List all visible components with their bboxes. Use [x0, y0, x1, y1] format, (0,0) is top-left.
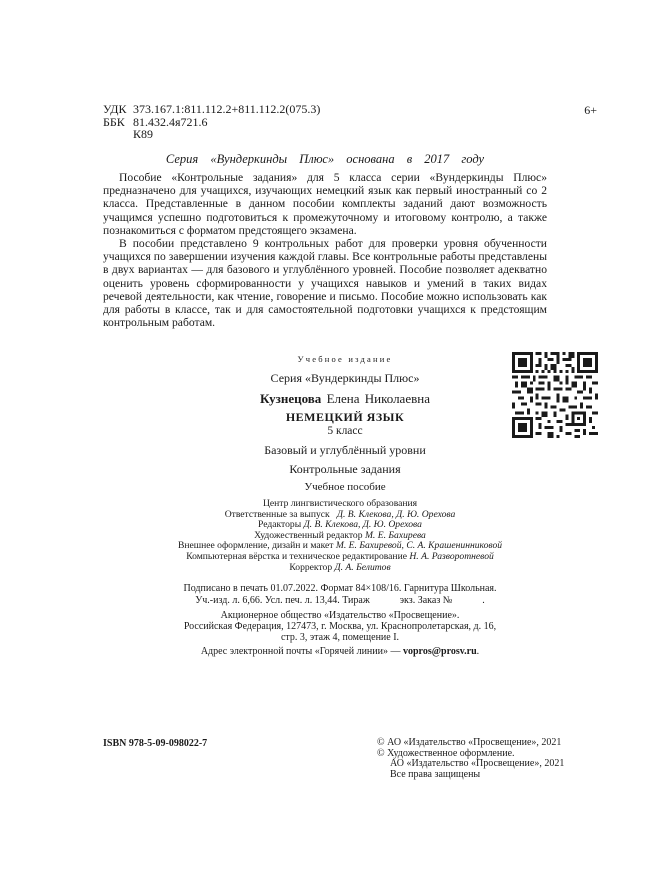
author-mark: К89 — [133, 127, 154, 141]
credit-line: Ответственные за выпуск Д. В. Клекова, Д. Ю. Орехова — [224, 508, 456, 520]
copyright-line: © Художественное оформление. — [377, 747, 515, 759]
publisher-line: Российская Федерация, 127473, г. Москва, ул. Краснопролетарская, д. 16, — [183, 621, 497, 633]
edition-type: Учебное издание — [297, 354, 393, 364]
credits — [130, 499, 550, 573]
hotline: Адрес электронной почты «Горячей линии» — vopros@prosv.ru. — [200, 646, 480, 657]
copyright-line: © АО «Издательство «Просвещение», 2021 — [377, 737, 562, 748]
credit-line: Внешнее оформление, дизайн и макет М. Е. Бахиревой, С. А. Крашенинниковой — [177, 540, 503, 552]
credit-line: Художественный редактор М. Е. Бахирева — [254, 529, 426, 541]
subject-title: НЕМЕЦКИЙ ЯЗЫК — [285, 410, 405, 424]
classification-codes — [103, 103, 320, 141]
annotation-paragraph: В пособии представлено 9 контрольных работ для проверки уровня обученности учащихся по завершении изучения каждой главы. Все контрольные работы представлены в двух вариантах — для базового и углублённого уровней. Пособие позволяет адекватно оценить уровень сформированности у учащихся навыков и умений в таких видах речевой деятельности, как чтение, говорение и письмо. Пособие можно использовать как для работы в классе, так и для самостоятельной подготовки учащихся к предстоящим контрольным работам. — [103, 237, 547, 330]
author-given-names: Елена Николаевна — [326, 391, 430, 406]
copyright-line: Все права защищены — [390, 768, 481, 780]
publisher-line: Акционерное общество «Издательство «Просвещение». — [220, 610, 460, 621]
book-title: Контрольные задания — [289, 462, 401, 476]
isbn: ISBN 978-5-09-098022-7 — [103, 738, 208, 749]
grade: 5 класс — [327, 425, 363, 437]
credit-line: Компьютерная вёрстка и техническое редактирование Н. А. Разворотневой — [186, 550, 494, 562]
publisher-line: стр. 3, этаж 4, помещение I. — [280, 632, 400, 644]
credit-line: Центр лингвистического образования — [262, 498, 418, 509]
publisher-address — [130, 610, 550, 644]
copyright — [377, 738, 597, 780]
annotation — [103, 171, 547, 329]
credit-line: Корректор Д. А. Белитов — [289, 561, 391, 573]
series-note: Серия «Вундеркинды Плюс» основана в 2017 году — [165, 152, 485, 166]
print-line: Уч.-изд. л. 6,66. Усл. печ. л. 13,44. Тираж экз. Заказ № . — [195, 594, 485, 606]
print-details — [130, 583, 550, 606]
print-line: Подписано в печать 01.07.2022. Формат 84×108/16. Гарнитура Школьная. — [183, 583, 497, 594]
series-name: Серия «Вундеркинды Плюс» — [270, 371, 420, 385]
bbk-label: ББК — [103, 114, 125, 129]
levels: Базовый и углублённый уровни — [264, 443, 426, 457]
copyright-line: АО «Издательство «Просвещение», 2021 — [390, 758, 565, 769]
udk-label: УДК — [103, 102, 127, 116]
credit-line: Редакторы Д. В. Клекова, Д. Ю. Орехова — [258, 519, 422, 531]
qr-code-icon — [512, 352, 598, 438]
age-rating: 6+ — [584, 103, 597, 117]
annotation-paragraph: Пособие «Контрольные задания» для 5 класса серии «Вундеркинды Плюс» предназначено для учащихся, изучающих немецкий язык как первый иностранный со 2 класса. Представленные в данном пособии комплекты заданий дают возможность учащимся успешно подготовиться к промежуточному и итоговому контролю, а также познакомиться с форматом предстоящего экзамена. — [103, 171, 547, 237]
udk-value: 373.167.1:811.112.2+811.112.2(075.3) — [133, 102, 321, 116]
bbk-value: 81.432.4я721.6 — [133, 114, 208, 129]
author — [200, 391, 490, 407]
book-type: Учебное пособие — [304, 481, 386, 493]
author-surname: Кузнецова — [260, 391, 322, 406]
hotline-email[interactable]: vopros@prosv.ru — [403, 646, 477, 657]
